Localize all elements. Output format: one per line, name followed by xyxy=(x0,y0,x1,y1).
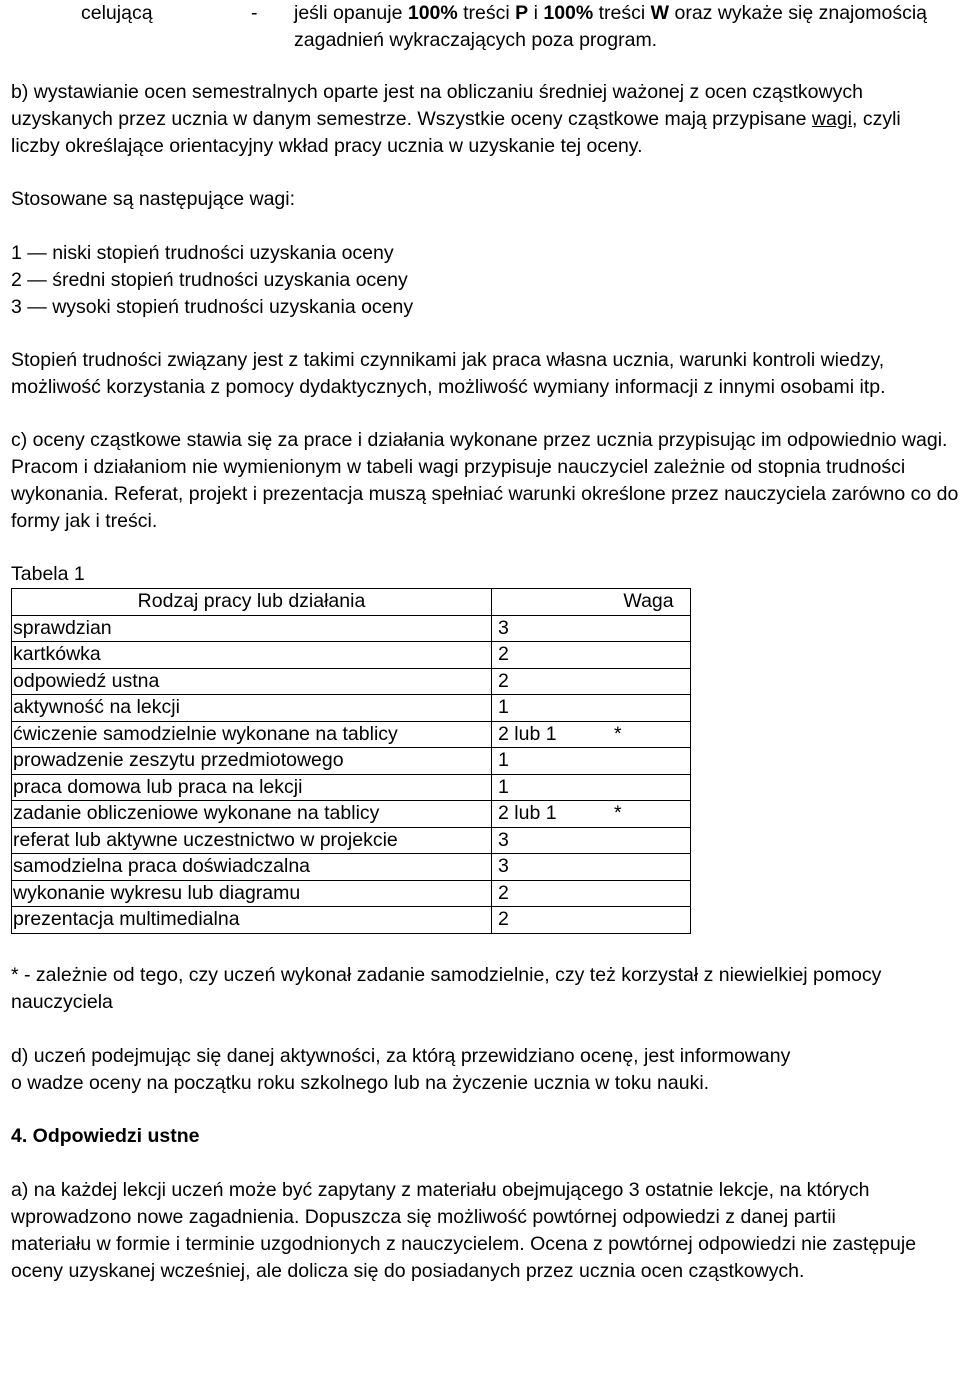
footnote-marker: * xyxy=(614,722,622,745)
weight-number: 1 xyxy=(11,242,22,264)
activity-cell: ćwiczenie samodzielnie wykonane na tablicy xyxy=(12,721,492,748)
weight-cell xyxy=(492,774,691,801)
weight-cell xyxy=(492,854,691,881)
header-activity: Rodzaj pracy lub działania xyxy=(12,589,492,616)
weight-value: 2 lub 1 xyxy=(498,722,557,745)
underlined-word: wagi xyxy=(811,108,852,130)
grade-desc-bold: 100% xyxy=(543,2,594,24)
grade-desc-text: treści xyxy=(593,2,651,24)
weight-cell xyxy=(492,642,691,669)
weight-cell xyxy=(492,721,691,748)
weight-cell xyxy=(492,748,691,775)
grade-desc-text: jeśli opanuje xyxy=(294,2,408,24)
grade-desc-text: oraz wykaże się znajomością zagadnień wykraczających poza program. xyxy=(294,2,927,51)
paragraph-b-text: , czyli liczby określające orientacyjny wkład pracy ucznia w uzyskanie tej oceny. xyxy=(11,108,901,157)
weight-cell xyxy=(492,615,691,642)
paragraph-4a: a) na każdej lekcji uczeń może być zapytany z materiału obejmującego 3 ostatnie lekcje, na których wprowadzono nowe zagadnienia. Dopuszcza się możliwość powtórnej odpowiedzi z danej partii materiału w formie i terminie uzgodnionych z nauczycielem. Ocena z powtórnej odpowiedzi nie zastępuje oceny uzyskanej wcześniej, ale dolicza się do posiadanych przez ucznia ocen cząstkowych. xyxy=(11,1178,917,1282)
paragraph-c: c) oceny cząstkowe stawia się za prace i działania wykonane przez ucznia przypisując im odpowiednio wagi. Pracom i działaniom nie wymienionym w tabeli wagi przypisuje nauczyciel zależnie od stopnia trudności wykonania. Referat, projekt i prezentacja muszą spełniać warunki określone przez nauczyciela zarówno co do formy jak i treści. xyxy=(11,429,959,532)
table-row xyxy=(12,801,691,828)
section-4-heading: 4. Odpowiedzi ustne xyxy=(11,1124,200,1147)
table-body xyxy=(12,615,691,933)
table-row xyxy=(12,695,691,722)
table-row xyxy=(12,880,691,907)
weight-description: — niski stopień trudności uzyskania oceny xyxy=(21,242,394,264)
activity-cell: odpowiedź ustna xyxy=(12,668,492,695)
footnote: * - zależnie od tego, czy uczeń wykonał zadanie samodzielnie, czy też korzystał z niewielkiej pomocy nauczyciela xyxy=(11,963,882,1013)
weight-cell xyxy=(492,668,691,695)
table-header-row xyxy=(12,589,691,616)
table-row xyxy=(12,854,691,881)
grade-dash: - xyxy=(251,2,258,24)
weight-value: 2 xyxy=(498,908,509,930)
table-row xyxy=(12,827,691,854)
table-row xyxy=(12,642,691,669)
weight-cell xyxy=(492,827,691,854)
weight-description: — średni stopień trudności uzyskania oceny xyxy=(21,269,408,291)
weight-item xyxy=(11,267,959,294)
grade-desc-text: i xyxy=(528,2,544,24)
weights-list xyxy=(11,240,959,321)
grade-name: celującą xyxy=(81,2,153,24)
weight-value: 2 lub 1 xyxy=(498,802,557,824)
activity-cell: kartkówka xyxy=(12,642,492,669)
activity-cell: samodzielna praca doświadczalna xyxy=(12,854,492,881)
activity-cell: aktywność na lekcji xyxy=(12,695,492,722)
grade-desc-bold: P xyxy=(515,2,529,24)
weight-value: 2 xyxy=(498,643,509,665)
weights-intro: Stosowane są następujące wagi: xyxy=(11,188,296,210)
table-row xyxy=(12,748,691,775)
weight-cell xyxy=(492,907,691,934)
weight-cell xyxy=(492,801,691,828)
paragraph-d-line2: o wadze oceny na początku roku szkolnego lub na życzenie ucznia w toku nauki. xyxy=(11,1071,710,1094)
weight-description: — wysoki stopień trudności uzyskania oceny xyxy=(21,296,414,318)
paragraph-b-text: b) wystawianie ocen semestralnych oparte jest na obliczaniu średniej ważonej z ocen cząstkowych uzyskanych przez ucznia w danym semestrze. Wszystkie oceny cząstkowe mają przypisane xyxy=(11,81,863,130)
table-row xyxy=(12,907,691,934)
table-row xyxy=(12,774,691,801)
weight-value: 1 xyxy=(498,696,509,718)
activity-cell: referat lub aktywne uczestnictwo w projekcie xyxy=(12,827,492,854)
grade-desc-bold: W xyxy=(650,2,670,24)
table-row xyxy=(12,668,691,695)
weight-cell xyxy=(492,880,691,907)
paragraph-d-line1: d) uczeń podejmując się danej aktywności, za którą przewidziano ocenę, jest informowany xyxy=(11,1044,791,1067)
weight-item xyxy=(11,240,959,267)
weight-value: 3 xyxy=(498,855,509,877)
weight-value: 3 xyxy=(498,828,509,851)
header-weight: Waga xyxy=(492,589,691,616)
difficulty-paragraph: Stopień trudności związany jest z takimi czynnikami jak praca własna ucznia, warunki kontroli wiedzy, możliwość korzystania z pomocy dydaktycznych, możliwość wymiany informacji z innymi osobami itp. xyxy=(11,349,886,398)
grade-desc-bold: 100% xyxy=(407,2,458,24)
activity-cell: wykonanie wykresu lub diagramu xyxy=(12,880,492,907)
weight-value: 2 xyxy=(498,881,509,904)
weight-value: 2 xyxy=(498,669,509,692)
activity-cell: praca domowa lub praca na lekcji xyxy=(12,774,492,801)
table-caption: Tabela 1 xyxy=(11,563,85,585)
weight-item xyxy=(11,294,959,321)
weight-value: 1 xyxy=(498,775,509,798)
weight-value: 3 xyxy=(498,616,509,639)
weight-number: 3 xyxy=(11,296,22,318)
activity-cell: prowadzenie zeszytu przedmiotowego xyxy=(12,748,492,775)
grade-desc-text: treści xyxy=(457,2,516,24)
grade-celujaca-row xyxy=(11,0,959,54)
weight-cell xyxy=(492,695,691,722)
weight-value: 1 xyxy=(498,749,509,771)
grade-description xyxy=(294,0,944,54)
table-row xyxy=(12,615,691,642)
activity-cell: prezentacja multimedialna xyxy=(12,907,492,934)
weights-table xyxy=(11,588,691,934)
document-page xyxy=(11,0,959,1285)
activity-cell: sprawdzian xyxy=(12,615,492,642)
weight-number: 2 xyxy=(11,269,22,291)
footnote-marker: * xyxy=(614,802,622,824)
activity-cell: zadanie obliczeniowe wykonane na tablicy xyxy=(12,801,492,828)
paragraph-b xyxy=(11,79,911,160)
table-row xyxy=(12,721,691,748)
